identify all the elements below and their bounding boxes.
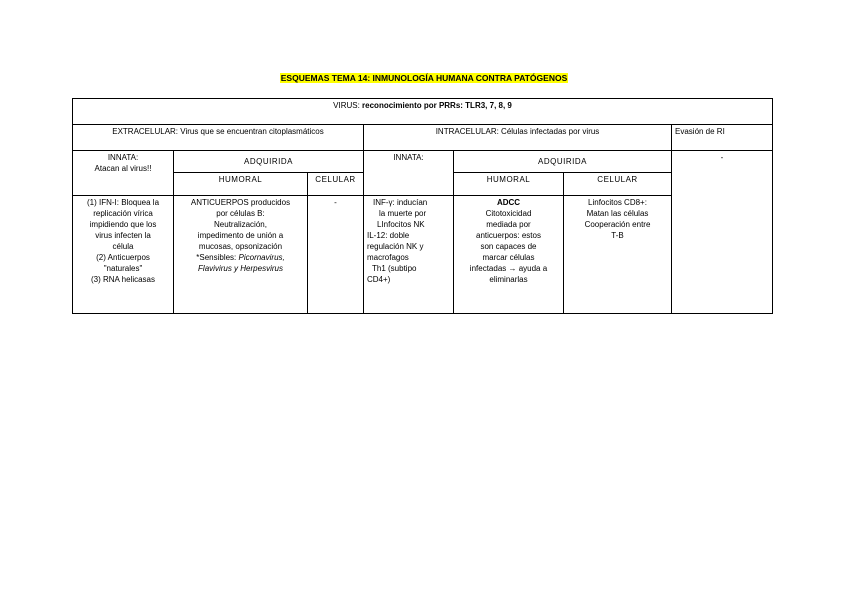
int-innata-line: CD4+)	[367, 275, 391, 284]
int-celular-line: Linfocitos CD8+:	[588, 198, 647, 207]
ext-humoral-line: Neutralización,	[214, 220, 267, 229]
int-innata-content	[364, 196, 454, 314]
ext-innata-line: impidiendo que los	[89, 220, 157, 229]
ext-innata-header	[73, 151, 174, 196]
int-humoral-header: HUMORAL	[454, 173, 564, 196]
ext-celular-header: CELULAR	[308, 173, 364, 196]
virus-header-prefix: VIRUS:	[333, 101, 363, 110]
ext-innata-line: (2) Anticuerpos	[96, 253, 150, 262]
int-innata-line: la muerte por	[379, 209, 427, 218]
immunity-type-row	[73, 151, 773, 173]
int-innata-line: INF-γ: inducían	[373, 198, 428, 207]
int-celular-line: Cooperación entre	[584, 220, 651, 229]
ext-innata-line: virus infecten la	[95, 231, 151, 240]
int-adquirida-header: ADQUIRIDA	[454, 151, 672, 173]
int-humoral-line: son capaces de	[480, 242, 537, 251]
intracelular-header: INTRACELULAR: Células infectadas por virus	[364, 125, 672, 151]
virus-scheme-table	[72, 98, 773, 314]
content-row	[73, 196, 773, 314]
sections-row	[73, 125, 773, 151]
ext-innata-subtitle: Atacan al virus!!	[94, 164, 152, 173]
ext-celular-content: -	[308, 196, 364, 314]
int-celular-header: CELULAR	[564, 173, 672, 196]
virus-header-prrs: reconocimiento por PRRs: TLR3, 7, 8, 9	[362, 101, 512, 110]
ext-humoral-sensibles	[177, 252, 304, 263]
int-innata-line: LInfocitos NK	[377, 220, 425, 229]
evasion-header: Evasión de RI	[672, 125, 773, 151]
evasion-value: -	[672, 151, 773, 314]
int-innata-line: macrofagos	[367, 253, 409, 262]
ext-innata-line: replicación vírica	[93, 209, 153, 218]
document-title	[0, 73, 848, 84]
int-humoral-line: anticuerpos: estos	[476, 231, 541, 240]
int-innata-line: Th1 (subtipo	[372, 264, 417, 273]
document-title-text: ESQUEMAS TEMA 14: INMUNOLOGÍA HUMANA CONTRA PATÓGENOS	[280, 73, 568, 83]
ext-adquirida-header: ADQUIRIDA	[174, 151, 364, 173]
int-humoral-line: infectadas → ayuda a	[469, 264, 548, 273]
virus-header-row	[73, 99, 773, 125]
sensibles-virus-2: Flavivirus y Herpesvirus	[198, 264, 283, 273]
int-celular-line: Matan las células	[586, 209, 649, 218]
int-humoral-line: eliminarlas	[489, 275, 528, 284]
adcc-title: ADCC	[496, 198, 521, 207]
int-celular-line: T-B	[611, 231, 624, 240]
int-humoral-line: mediada por	[486, 220, 531, 229]
int-humoral-content	[454, 196, 564, 314]
ext-humoral-line: mucosas, opsonización	[198, 242, 283, 251]
ext-innata-title: INNATA:	[107, 153, 139, 162]
sensibles-prefix: *Sensibles:	[196, 253, 239, 262]
extracelular-header: EXTRACELULAR: Virus que se encuentran citoplasmáticos	[73, 125, 364, 151]
ext-humoral-content	[174, 196, 308, 314]
ext-humoral-line: ANTICUERPOS producidos	[190, 198, 291, 207]
ext-humoral-line: por células B:	[216, 209, 265, 218]
int-innata-line: regulación NK y	[367, 242, 424, 251]
ext-innata-line: célula	[112, 242, 134, 251]
ext-humoral-sensibles-2	[177, 263, 304, 274]
ext-humoral-line: impedimento de unión a	[197, 231, 284, 240]
int-celular-content	[564, 196, 672, 314]
virus-header-cell	[73, 99, 773, 125]
int-innata-header: INNATA:	[364, 151, 454, 196]
ext-innata-line: (3) RNA helicasas	[90, 275, 156, 284]
int-humoral-line: marcar células	[482, 253, 535, 262]
int-humoral-line: Citotoxicidad	[485, 209, 532, 218]
ext-innata-line: (1) IFN-I: Bloquea la	[86, 198, 160, 207]
sensibles-virus-1: Picornavirus,	[238, 253, 285, 262]
int-innata-line: IL-12: doble	[367, 231, 410, 240]
ext-humoral-header: HUMORAL	[174, 173, 308, 196]
ext-innata-content	[73, 196, 174, 314]
ext-innata-line: "naturales"	[103, 264, 143, 273]
